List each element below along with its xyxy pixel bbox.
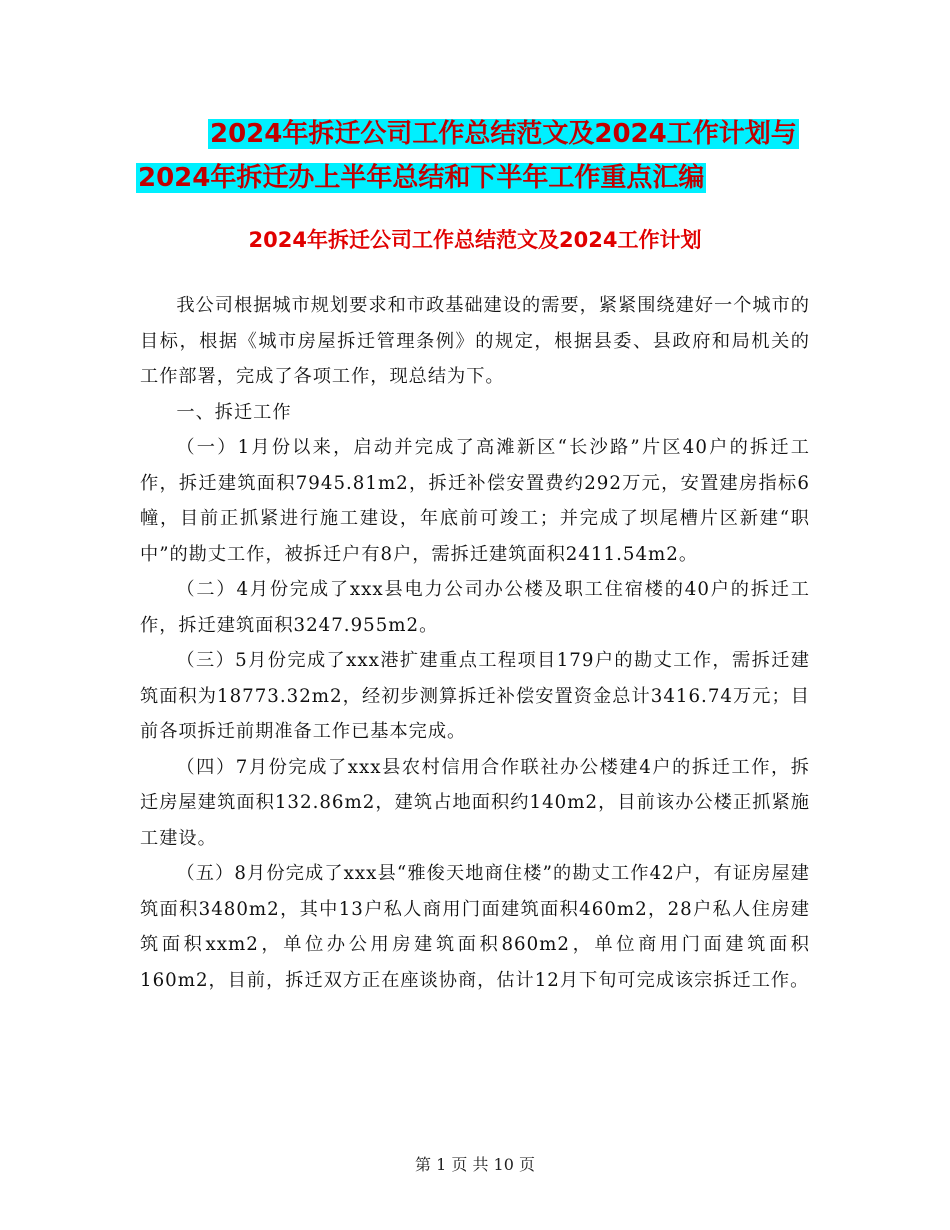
title-line-2: 2024年拆迁办上半年总结和下半年工作重点汇编	[138, 163, 705, 193]
paragraph-item-3: （三）5月份完成了xxx港扩建重点工程项目179户的勘丈工作，需拆迁建筑面积为18773.32m2，经初步测算拆迁补偿安置资金总计3416.74万元；目前各项拆迁前期准备工作已基本完成。	[140, 650, 810, 742]
paragraph-item-5: （五）8月份完成了xxx县“雅俊天地商住楼”的勘丈工作42户，有证房屋建筑面积3480m2，其中13户私人商用门面建筑面积460m2，28户私人住房建筑面积xxm2，单位办公用房建筑面积860m2，单位商用门面建筑面积160m2，目前，拆迁双方正在座谈协商，估计12月下旬可完成该宗拆迁工作。	[140, 863, 810, 991]
paragraph-item-4: （四）7月份完成了xxx县农村信用合作联社办公楼建4户的拆迁工作，拆迁房屋建筑面积132.86m2，建筑占地面积约140m2，目前该办公楼正抓紧施工建设。	[140, 756, 810, 849]
body-text	[140, 288, 810, 998]
heading-demolition-work: 一、拆迁工作	[176, 401, 292, 423]
paragraph-item-1: （一）1月份以来，启动并完成了高滩新区“长沙路”片区40户的拆迁工作，拆迁建筑面积7945.81m2，拆迁补偿安置费约292万元，安置建房指标6幢，目前正抓紧进行施工建设，年底前可竣工；并完成了坝尾槽片区新建“职中”的勘丈工作，被拆迁户有8户，需拆迁建筑面积2411.54m2。	[140, 437, 810, 565]
title-line-1: 2024年拆迁公司工作总结范文及2024工作计划与	[210, 119, 797, 149]
paragraph-item-2: （二）4月份完成了xxx县电力公司办公楼及职工住宿楼的40户的拆迁工作，拆迁建筑面积3247.955m2。	[140, 579, 810, 636]
document-title	[120, 112, 840, 200]
page-footer: 第 1 页 共 10 页	[415, 1155, 535, 1174]
section-title: 2024年拆迁公司工作总结范文及2024工作计划	[248, 228, 702, 252]
paragraph-intro: 我公司根据城市规划要求和市政基础建设的需要，紧紧围绕建好一个城市的目标，根据《城市房屋拆迁管理条例》的规定，根据县委、县政府和局机关的工作部署，完成了各项工作，现总结为下。	[140, 295, 810, 387]
